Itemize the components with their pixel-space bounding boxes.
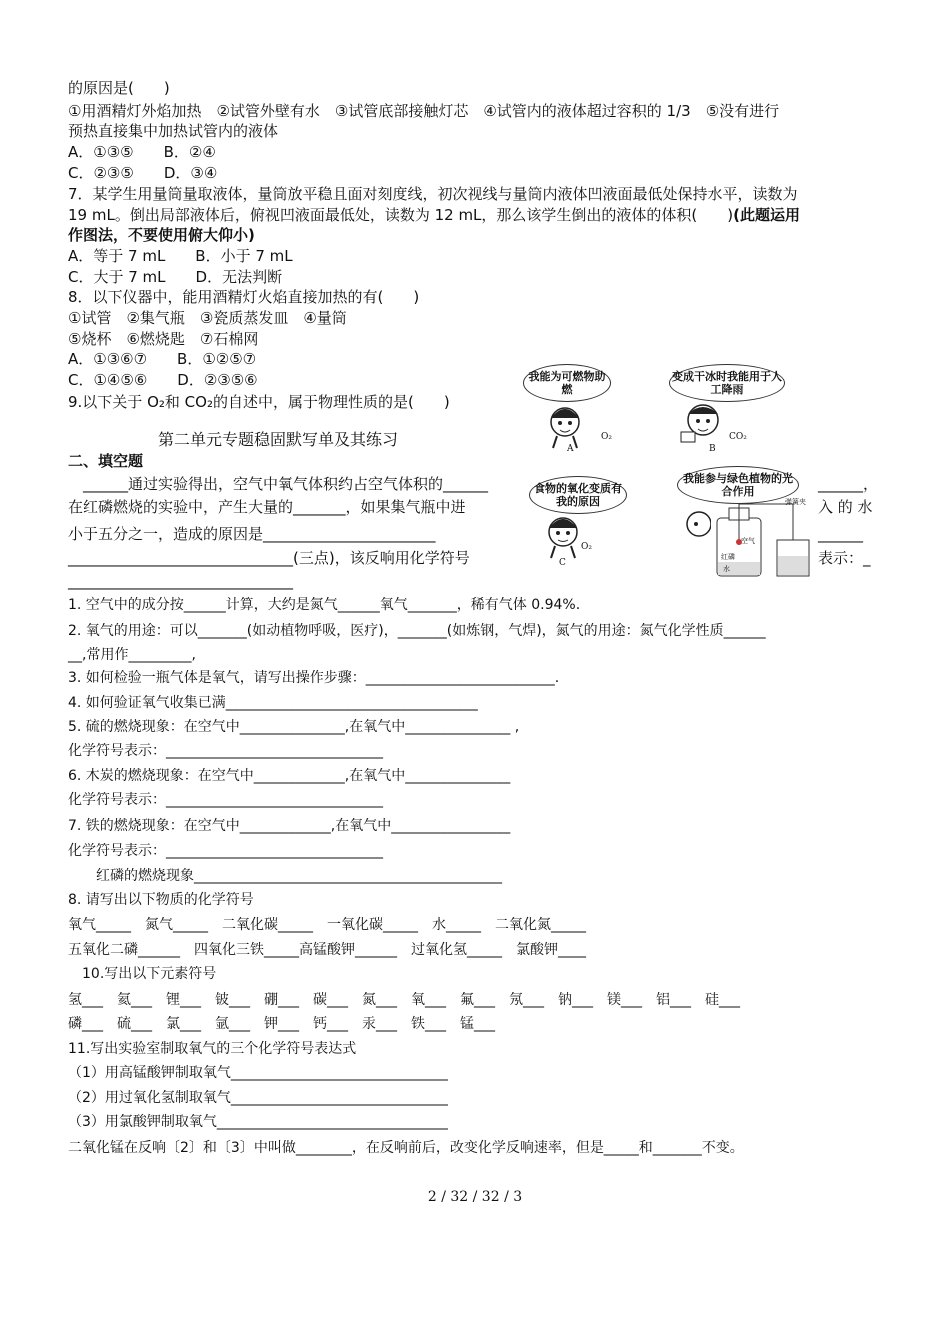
question-line: 2. 氧气的用途：可以_______(如动植物呼吸，医疗)，_______(如炼钢，气焊)，氮气的用途：氮气化学性质______ — [68, 623, 766, 639]
fill-line: 小于五分之一，造成的原因是_______________________ — [68, 525, 436, 543]
question-line: 10.写出以下元素符号 — [68, 966, 217, 982]
question-line: 红磷的燃烧现象____________________________________________ — [68, 868, 502, 884]
label-co2: CO₂ — [729, 432, 747, 442]
text-line — [68, 205, 800, 225]
speech-bubble-a: 我能为可燃物助燃 — [523, 364, 611, 402]
fill-right: 表示：_ — [818, 549, 871, 567]
text-line: 预热直接集中加热试管内的液体 — [68, 122, 279, 140]
label-a: A — [567, 444, 574, 454]
fill-line: ______________________________(三点)，该反响用化学符号 — [68, 549, 470, 567]
question-line: 氢___ 氦___ 锂___ 铍___ 硼___ 碳___ 氮___ 氧___ 氟___ 氖___ 钠___ 镁___ 铝___ 硅___ — [68, 992, 740, 1008]
option-line: C．大于 7 mL D．无法判断 — [68, 268, 283, 286]
question-line: 氧气_____ 氮气_____ 二氧化碳_____ 一氧化碳_____ 水_____ 二氧化氮_____ — [68, 917, 586, 933]
option-line: A．①③⑥⑦ B．①②⑤⑦ — [68, 350, 257, 368]
question-line: 五氧化二磷______ 四氧化三铁_____高锰酸钾______ 过氧化氢_____ 氯酸钾____ — [68, 942, 586, 958]
option-line: A．①③⑤ B．②④ — [68, 143, 216, 161]
fill-line: 在红磷燃烧的实验中，产生大量的_______，如果集气瓶中进 — [68, 498, 466, 516]
speech-bubble-d: 我能参与绿色植物的光合作用 — [677, 466, 799, 504]
text-line: ⑤烧杯 ⑥燃烧匙 ⑦石棉网 — [68, 330, 259, 348]
question-line: 磷___ 硫___ 氯___ 氩___ 钾___ 钙___ 汞___ 铁___ 锰___ — [68, 1016, 495, 1032]
q7-note: (此题运用 — [733, 206, 800, 224]
question-line: 化学符号表示：_______________________________ — [68, 843, 383, 859]
option-line: C．②③⑤ D．③④ — [68, 164, 218, 182]
question-line: 化学符号表示：_______________________________ — [68, 743, 383, 759]
option-line: A．等于 7 mL B．小于 7 mL — [68, 247, 293, 265]
cartoon-kid-b-icon — [677, 398, 737, 450]
option-line: C．①④⑤⑥ D．②③⑤⑥ — [68, 371, 258, 389]
label-o2-c: O₂ — [581, 542, 592, 552]
fill-right: 入 的 水 — [818, 498, 873, 516]
question-line: 6. 木炭的燃烧现象：在空气中_____________,在氧气中_______________ — [68, 768, 511, 784]
question-line: （2）用过氧化氢制取氧气_______________________________ — [68, 1090, 448, 1106]
label-clamp: 弹簧夹 — [785, 498, 806, 506]
label-o2-a: O₂ — [601, 432, 612, 442]
q7-text: 19 mL。倒出局部液体后，俯视凹液面最低处，读数为 12 mL，那么该学生倒出的液体的体积( ) — [68, 206, 734, 224]
label-air: 空气 — [741, 537, 755, 545]
question-line: （3）用氯酸钾制取氧气_________________________________ — [68, 1114, 448, 1130]
fill-line: ______________________________ — [68, 572, 293, 590]
label-c: C — [559, 558, 566, 568]
fill-right: ______， — [818, 475, 879, 493]
cartoon-kid-a-icon — [543, 400, 603, 450]
cartoon-kid-c-icon — [541, 512, 601, 562]
fill-right: ______ — [818, 525, 863, 543]
label-phosphorus: 红磷 — [721, 553, 735, 561]
question-line: （1）用高锰酸钾制取氧气_______________________________ — [68, 1065, 448, 1081]
question-line: 二氧化锰在反响〔2〕和〔3〕中叫做________，在反响前后，改变化学反响速率，但是_____和_______不变。 — [68, 1140, 744, 1156]
text-line: ①试管 ②集气瓶 ③瓷质蒸发皿 ④量筒 — [68, 309, 347, 327]
speech-bubble-c: 食物的氧化变质有我的原因 — [529, 476, 627, 514]
label-b: B — [709, 444, 716, 454]
question-7: 7．某学生用量筒量取液体，量筒放平稳且面对刻度线，初次视线与量筒内液体凹液面最低处保持水平，读数为 — [68, 185, 798, 203]
question-line: __,常用作_________, — [68, 647, 196, 663]
section-title: 第二单元专题稳固默写单及其练习 — [158, 430, 399, 449]
question-line: 8. 请写出以下物质的化学符号 — [68, 892, 254, 908]
question-9: 9.以下关于 O₂和 CO₂的自述中，属于物理性质的是( ) — [68, 393, 450, 411]
question-line: 7. 铁的燃烧现象：在空气中_____________,在氧气中_________________ — [68, 818, 511, 834]
question-line: 4. 如何验证氧气收集已满____________________________________ — [68, 695, 478, 711]
question-line: 11.写出实验室制取氧气的三个化学符号表达式 — [68, 1041, 357, 1057]
question-8: 8．以下仪器中，能用酒精灯火焰直接加热的有( ) — [68, 288, 420, 306]
q7-note-cont: 作图法，不要使用俯大仰小) — [68, 226, 255, 244]
label-water: 水 — [723, 565, 730, 573]
question-line: 1. 空气中的成分按______计算，大约是氮气______氧气_______，稀有气体 0.94%. — [68, 597, 581, 613]
o2-co2-figure — [517, 360, 815, 578]
question-line: 化学符号表示：_______________________________ — [68, 792, 383, 808]
page-footer: 2 / 32 / 32 / 3 — [427, 1189, 523, 1205]
fill-heading: 二、填空题 — [68, 452, 144, 470]
question-line: 3. 如何检验一瓶气体是氧气，请写出操作步骤：___________________________. — [68, 670, 560, 686]
cartoon-kid-d-icon — [681, 508, 711, 548]
question-line: 5. 硫的燃烧现象：在空气中_______________,在氧气中_______________ , — [68, 719, 520, 735]
text-line: ①用酒精灯外焰加热 ②试管外壁有水 ③试管底部接触灯芯 ④试管内的液体超过容积的 1/3 ⑤没有进行 — [68, 102, 780, 120]
text-line: 的原因是( ) — [68, 79, 170, 97]
speech-bubble-b: 变成干冰时我能用于人工降雨 — [669, 364, 785, 402]
fill-line: ______通过实验得出，空气中氧气体积约占空气体积的______ — [68, 475, 489, 493]
